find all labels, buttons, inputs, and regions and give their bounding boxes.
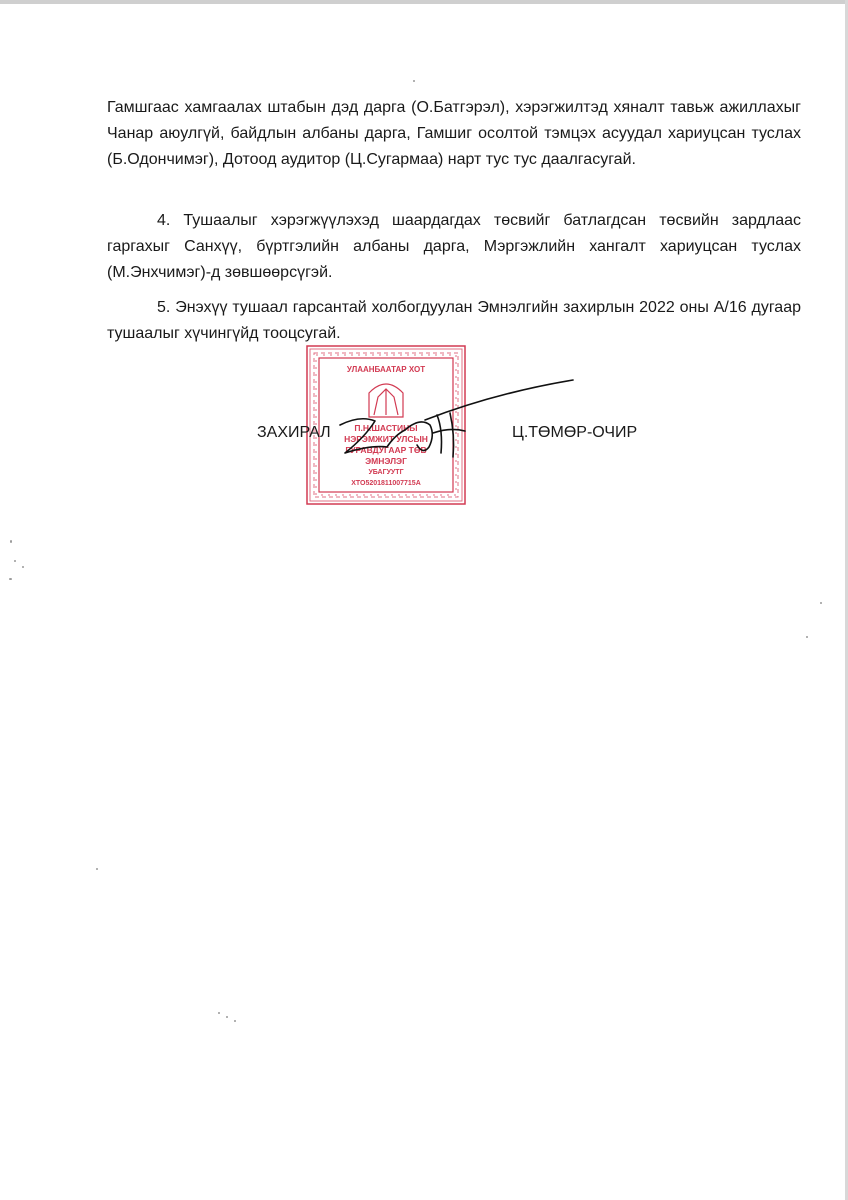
stamp-line-1: П.Н.ШАСТИНЫ — [354, 423, 418, 433]
stamp-top-text: УЛААНБААТАР ХОТ — [346, 365, 426, 374]
scan-speck — [9, 578, 12, 580]
paragraph-continuation: Гамшгаас хамгаалах штабын дэд дарга (О.Батгэрэл), хэрэгжилтэд хяналт тавьж ажиллахыг Чанар аюулгүй, байдлын албаны дарга, Гамшиг осолтой тэмцэх асуудал хариуцсан туслах (Б.Одончимэг), Дотоод аудитор (Ц.Сугармаа) нарт тус тус даалгасугай. — [107, 99, 801, 168]
stamp-code: ХТО5201811007715A — [351, 480, 421, 487]
scan-speck — [10, 540, 12, 543]
scan-speck — [22, 566, 24, 568]
stamp-line-4: ЭМНЭЛЭГ — [365, 456, 407, 466]
signatory-name: Ц.ТӨМӨР-ОЧИР — [512, 424, 638, 441]
scan-speck — [96, 868, 98, 870]
scan-speck — [806, 636, 808, 638]
stamp-line-3: ГУРАВДУГААР ТӨВ — [345, 445, 427, 455]
scan-speck — [226, 1016, 228, 1018]
scan-speck — [14, 560, 16, 562]
paragraph-item-5: 5. Энэхүү тушаал гарсантай холбогдуулан Эмнэлгийн захирлын 2022 оны А/16 дугаар тушаалыг хүчингүйд тооцсугай. — [107, 299, 801, 342]
scan-speck — [820, 602, 822, 604]
stamp-line-2: НЭРЭМЖИТ УЛСЫН — [344, 434, 428, 444]
scan-speck — [413, 80, 415, 82]
signatory-title: ЗАХИРАЛ — [257, 424, 331, 441]
paragraph-item-4: 4. Тушаалыг хэрэгжүүлэхэд шаардагдах төсвийг батлагдсан төсвийн зардлаас гаргахыг Санхүү, бүртгэлийн албаны дарга, Мэргэжлийн хангалт хариуцсан туслах (М.Энхчимэг)-д зөвшөөрсүгэй. — [107, 212, 801, 281]
stamp-line-5: УБАГУУТГ — [368, 469, 404, 476]
scan-speck — [234, 1020, 236, 1022]
scan-edge-top — [0, 0, 848, 4]
scan-speck — [218, 1012, 220, 1014]
